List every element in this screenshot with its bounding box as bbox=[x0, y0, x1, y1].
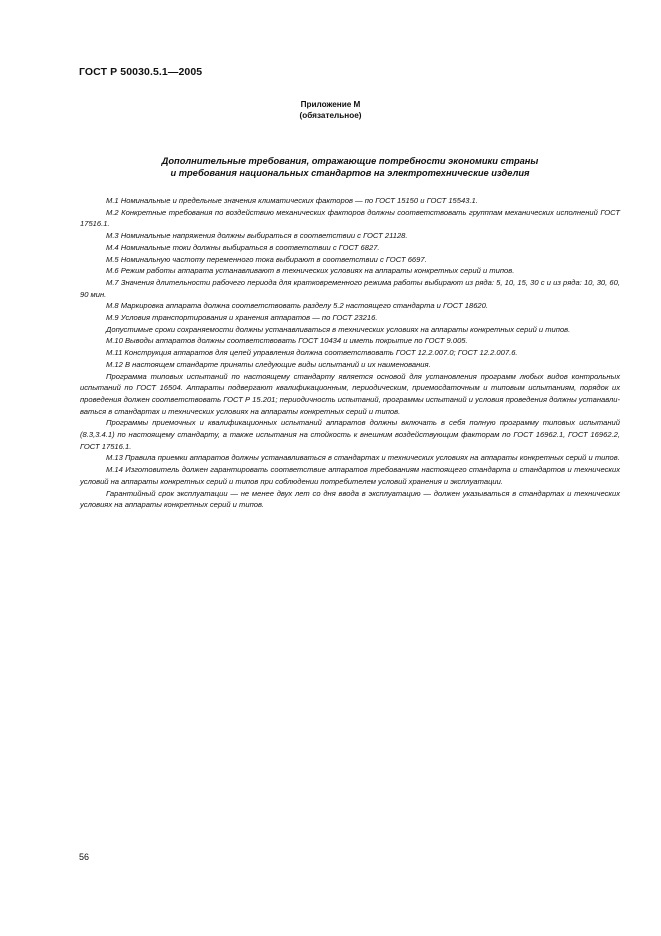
document-header: ГОСТ Р 50030.5.1—2005 bbox=[79, 66, 203, 78]
paragraph: Гарантийный срок эксплуатации — не менее двух лет со дня ввода в эксплуатацию — должен указываться в стандартах и технических условиях на аппараты конкретных серий и типов. bbox=[80, 488, 620, 510]
paragraph: М.8 Маркировка аппарата должна соответствовать разделу 5.2 настоящего стандарта и ГОСТ 18620. bbox=[106, 301, 488, 311]
annex-note: (обязательное) bbox=[299, 111, 362, 120]
paragraph: М.2 Конкретные требования по воздействию механических факторов должны соответствовать групппам механических исполнений ГОСТ 17516.1. bbox=[80, 207, 620, 229]
paragraph: М.11 Конструкция аппаратов для цепей управления должна соответствовать ГОСТ 12.2.007.0; ГОСТ 12.2.007.6. bbox=[106, 348, 518, 358]
paragraph: Допустимые сроки сохраняемости должны устанавливаться в технических условиях на аппараты конкретных серий и типов. bbox=[106, 324, 571, 334]
paragraph: М.6 Режим работы аппарата устанавливают в технических условиях на аппараты конкретных серий и типов. bbox=[106, 266, 515, 276]
paragraph: М.7 Значения длительности рабочего периода для кратковременного режима работы выбирают из ряда: 5, 10, 15, 30 с и из ряда: 10, 30, 60, 90 мин. bbox=[80, 277, 620, 299]
annex-heading bbox=[0, 99, 661, 121]
paragraph: Программы приемочных и квалификационных испытаний аппаратов должны включать в себя полную программу типовых испытаний (8.3,3.4.1) по настоящему стандарту, а также испытания на стойкость к внешним воздействующим факторам по ГОСТ 16962.1, ГОСТ 16962.2, ГОСТ 17516.1. bbox=[80, 418, 620, 451]
paragraph: М.14 Изготовитель должен гарантировать соответствие аппаратов требованиям настоящего стандарта и стандартов и технических условий на аппараты конкретных серий и типов при соблюдении потребителем условий хранения и эксплуатации. bbox=[80, 465, 620, 486]
paragraph: М.12 В настоящем стандарте приняты следующие виды испытаний и их наименования. bbox=[106, 359, 431, 369]
paragraph: М.3 Номинальные напряжения должны выбираться в соответствии с ГОСТ 21128. bbox=[106, 231, 408, 241]
annex-title-line-1: Дополнительные требования, отражающие потребности экономики страны bbox=[161, 156, 539, 166]
paragraph: М.1 Номинальные и предельные значения климатических факторов — по ГОСТ 15150 и ГОСТ 15543.1. bbox=[106, 196, 478, 205]
annex-title-line-2: и требования национальных стандартов на электротехнические изделия bbox=[170, 168, 530, 178]
paragraph: М.5 Номинальную частоту переменного тока выбирают в соответствии с ГОСТ 6697. bbox=[106, 254, 427, 264]
paragraph: М.4 Номинальные токи должны выбираться в соответствии с ГОСТ 6827. bbox=[106, 242, 380, 252]
annex-body bbox=[80, 195, 620, 511]
annex-title bbox=[80, 155, 620, 179]
paragraph: М.13 Правила приемки аппаратов должны устанавливаться в стандартах и технических условиях на аппараты конкретных серий и типов. bbox=[106, 453, 620, 463]
paragraph: Программа типовых испытаний по настоящему стандарту является основой для установления программ любых видов контрольных испытаний по ГОСТ 16504. Аппараты подвергают квалификационным, периодическим, приемосдаточным и типовым испытаниям, порядок их проведения должен соответствовать ГОСТ Р 15.201; периодичность испытаний, программы испытаний и условия проведения должны устанавливаться в стандартах и технических условиях на аппараты конкретных серий и типов. bbox=[80, 371, 620, 416]
paragraph: М.9 Условия транспортирования и хранения аппаратов — по ГОСТ 23216. bbox=[106, 313, 378, 323]
page-number: 56 bbox=[79, 852, 90, 862]
annex-label: Приложение М bbox=[300, 100, 361, 109]
paragraph: М.10 Выводы аппаратов должны соответствовать ГОСТ 10434 и иметь покрытие по ГОСТ 9.005. bbox=[106, 336, 468, 346]
